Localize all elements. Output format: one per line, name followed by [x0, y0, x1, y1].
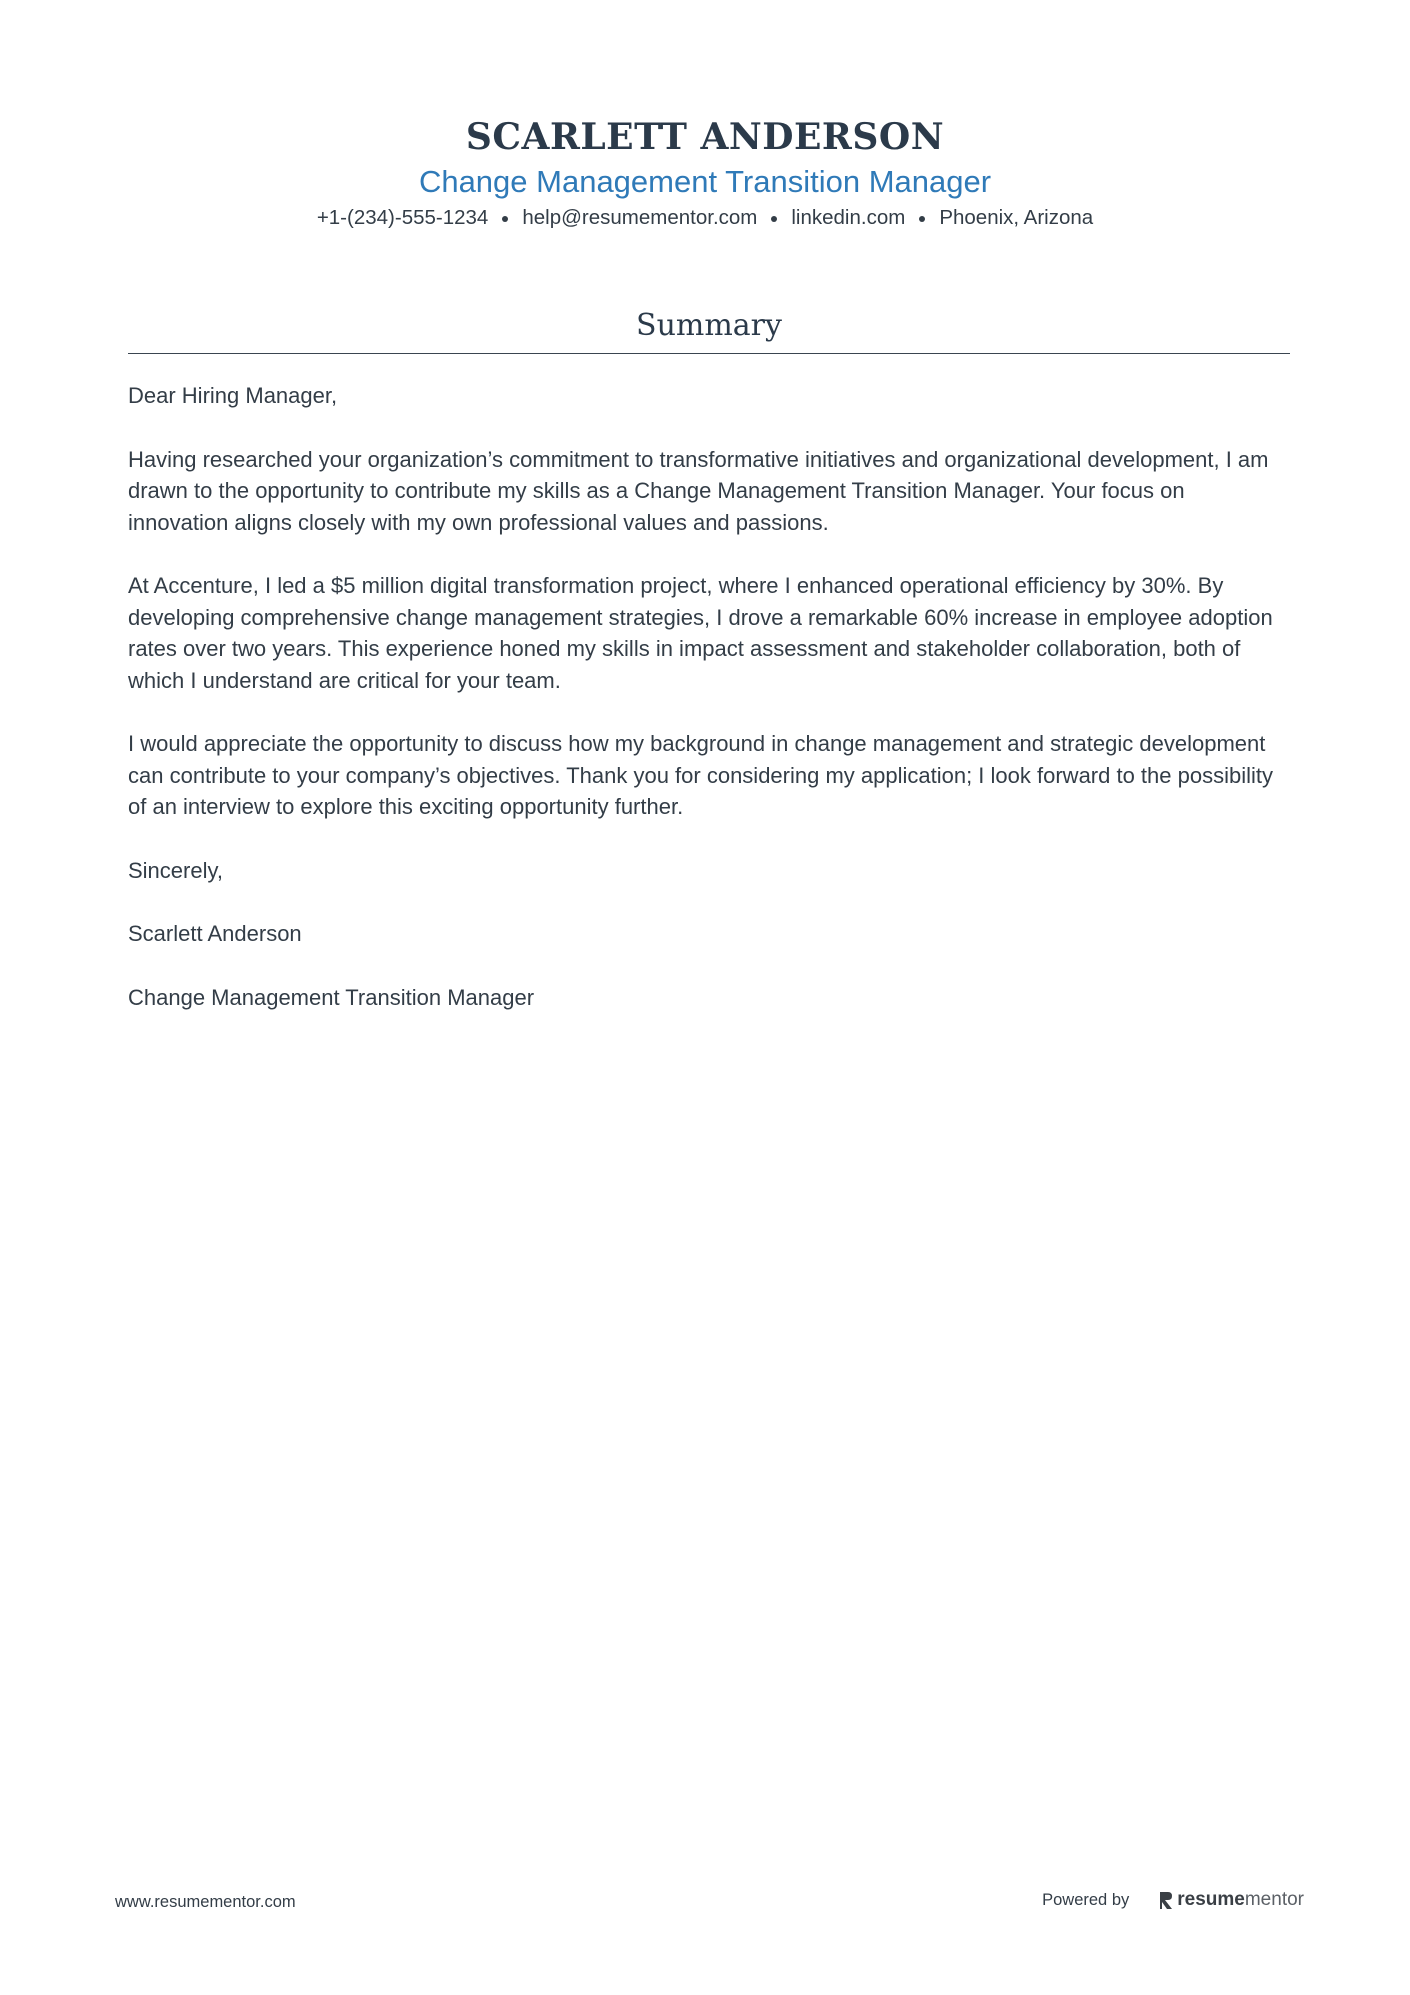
bullet-separator [771, 216, 777, 222]
candidate-job-title: Change Management Transition Manager [418, 164, 992, 199]
contact-line [0, 204, 1410, 232]
brand-name-light: mentor [1244, 1889, 1304, 1910]
letter-paragraph-2: At Accenture, I led a $5 million digital transformation project, where I enhanced operational efficiency by 30%. By developing comprehensive change management strategies, I drove a remarkable 60% increase in employee adoption rates over two years. This experience honed my skills in impact assessment and stakeholder collaboration, both of which I understand are critical for your team. [128, 573, 1273, 693]
letter-body [128, 380, 1290, 1045]
candidate-name: SCARLETT ANDERSON [465, 116, 945, 158]
bullet-separator [502, 216, 508, 222]
signature-name: Scarlett Anderson [128, 921, 302, 946]
powered-by-label: Powered by [1042, 1890, 1130, 1909]
contact-location: Phoenix, Arizona [939, 206, 1094, 229]
contact-linkedin: linkedin.com [791, 206, 906, 229]
contact-email: help@resumementor.com [522, 206, 758, 229]
bullet-separator [919, 216, 925, 222]
contact-phone: +1-(234)-555-1234 [316, 206, 489, 229]
resumementor-logo-icon [1159, 1890, 1173, 1910]
footer-branding [1042, 1889, 1304, 1911]
footer-website: www.resumementor.com [115, 1893, 296, 1911]
section-title-summary: Summary [636, 308, 782, 343]
section-divider [128, 353, 1290, 354]
letter-closing: Sincerely, [128, 857, 223, 883]
letter-paragraph-1: Having researched your organization’s commitment to transformative initiatives and organizational development, I am drawn to the opportunity to contribute my skills as a Change Management Transition Manager. Your focus on innovation aligns closely with my own professional values and passions. [128, 446, 1269, 535]
brand-name-strong: resume [1177, 1889, 1245, 1910]
signature-title: Change Management Transition Manager [128, 984, 535, 1010]
letter-greeting: Dear Hiring Manager, [128, 383, 338, 408]
header [0, 112, 1410, 232]
brand-logo [1159, 1889, 1304, 1911]
letter-paragraph-3: I would appreciate the opportunity to discuss how my background in change management and strategic development can contribute to your company’s objectives. Thank you for considering my application; I look forward to the possibility of an interview to explore this exciting opportunity further. [128, 731, 1273, 819]
